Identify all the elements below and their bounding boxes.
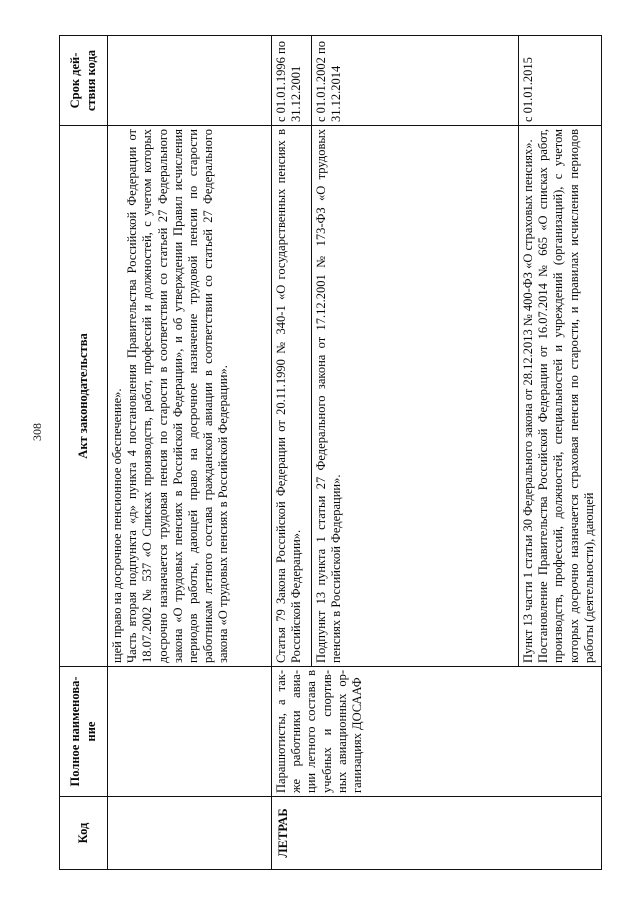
cell-term-empty	[108, 36, 272, 126]
act-text: щей право на досрочное пенсионное обеспечение».	[110, 388, 124, 663]
cell-code-letrab: ЛЕТРАБ	[272, 797, 602, 870]
cell-act-continuation	[108, 126, 272, 667]
act-text: Статья 79 Закона Российской Федерации от 20.11.1990 № 340-1 «О государственных пенсиях в Российской Федерации».	[274, 129, 304, 663]
legislation-table-rotated	[59, 36, 602, 870]
act-text: Подпункт 13 пункта 1 статьи 27 Федерального закона от 17.12.2001 № 173-ФЗ «О трудовых пенсиях в Российской Федерации».	[314, 129, 344, 663]
act-text: Постановление Правительства Российской Федерации от 16.07.2014 № 665 «О списках работ, производств, профессий, должностей, специальностей и учреждений (организаций), с учетом которых досрочно назначается страховая пенсия по старости, и правилах исчисления периодов работы (деятельности), дающей	[536, 129, 596, 663]
cell-term: с 01.01.1996 по 31.12.2001	[272, 36, 312, 126]
cell-act	[272, 126, 312, 667]
legislation-table	[59, 35, 602, 870]
cell-term: с 01.01.2002 по 31.12.2014	[312, 36, 519, 126]
cell-act	[312, 126, 519, 667]
table-row-continuation	[108, 36, 272, 870]
cell-term: с 01.01.2015	[519, 36, 602, 126]
table-row-letrab-1	[272, 36, 312, 870]
cell-code-empty	[108, 797, 272, 870]
page-number: 308	[30, 423, 44, 441]
cell-name-letrab: Парашютисты, а так-же работники авиа-ции летного состава в учебных и спортив-ных авиационных ор-ганизациях ДОСААФ	[272, 667, 602, 797]
table-header-row	[60, 36, 108, 870]
act-text: Часть вторая подпункта «д» пункта 4 постановления Правительства Российской Федерации от 18.07.2002 № 537 «О Списках производств, работ, профессий и должностей, с учетом которых досрочно назначается трудовая пенсия по старости в соответствии со статьей 27 Федерального закона «О трудовых пенсиях в Российской Федерации», и об утверждении Правил исчисления периодов работы, дающей право на досрочное назначение трудовой пенсии по старости работникам летного состава гражданской авиации в соответствии со статьей 27 Федерального закона «О трудовых пенсиях в Российской Федерации».	[125, 129, 231, 663]
cell-name-empty	[108, 667, 272, 797]
header-term: Срок дей-ствия кода	[60, 36, 108, 126]
header-code: Код	[60, 797, 108, 870]
header-act: Акт законодательства	[60, 126, 108, 667]
cell-act	[519, 126, 602, 667]
header-full-name: Полное наименова-ние	[60, 667, 108, 797]
act-text: Пункт 13 части 1 статьи 30 Федерального закона от 28.12.2013 № 400-ФЗ «О страховых пенсиях».	[521, 139, 535, 663]
